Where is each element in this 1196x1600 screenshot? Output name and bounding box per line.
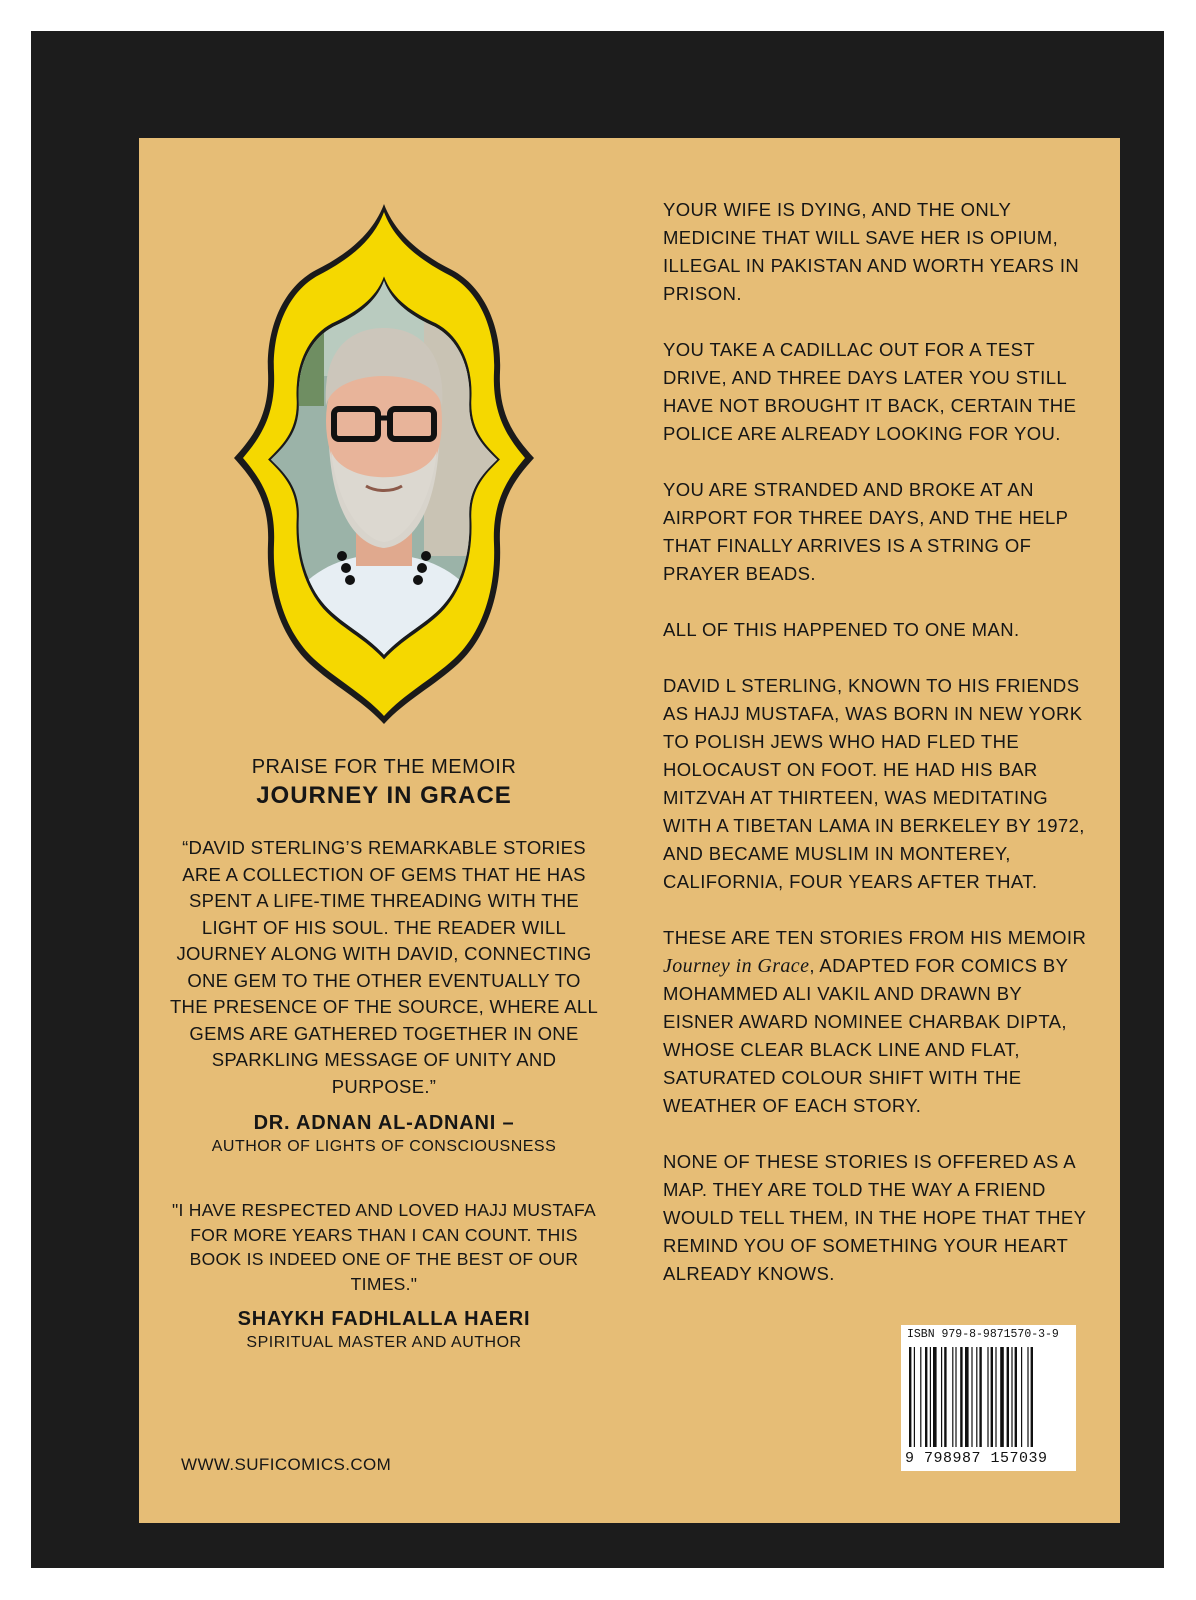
blurb-paragraph-5: DAVID L STERLING, KNOWN TO HIS FRIENDS AS HAJJ MUSTAFA, WAS BORN IN NEW YORK TO POLISH JEWS WHO HAD FLED THE HOLOCAUST ON FOOT. HE HAD HIS BAR MITZVAH AT THIRTEEN, WAS MEDITATING WITH A TIBETAN LAMA IN BERKELEY BY 1972, AND BECAME MUSLIM IN MONTEREY, CALIFORNIA, FOUR YEARS AFTER THAT. bbox=[663, 675, 1085, 892]
blurb-paragraph-6 bbox=[663, 924, 1093, 1120]
back-cover bbox=[139, 138, 1120, 1523]
praise-section bbox=[169, 753, 599, 1354]
praise-quote-2-role: SPIRITUAL MASTER AND AUTHOR bbox=[246, 1334, 522, 1351]
praise-quote-1-role: AUTHOR OF LIGHTS OF CONSCIOUSNESS bbox=[211, 1138, 557, 1155]
black-frame bbox=[31, 31, 1164, 1568]
isbn-barcode bbox=[901, 1325, 1076, 1471]
website-link[interactable]: WWW.SUFICOMICS.COM bbox=[181, 1455, 392, 1474]
memoir-title: Journey in Grace bbox=[663, 955, 810, 977]
blurb-p6-start: THESE ARE TEN STORIES FROM HIS MEMOIR bbox=[663, 927, 1087, 948]
praise-quote-2-author: SHAYKH FADHLALLA HAERI bbox=[237, 1308, 531, 1330]
praise-heading: PRAISE FOR THE MEMOIR bbox=[251, 756, 517, 778]
praise-quote-1-author: DR. ADNAN AL-ADNANI – bbox=[253, 1112, 515, 1134]
praise-book-title: JOURNEY IN GRACE bbox=[256, 782, 512, 809]
blurb-paragraph-7: NONE OF THESE STORIES IS OFFERED AS A MAP. THEY ARE TOLD THE WAY A FRIEND WOULD TELL THEM, IN THE HOPE THAT THEY REMIND YOU OF SOMETHING YOUR HEART ALREADY KNOWS. bbox=[663, 1151, 1086, 1284]
barcode-bars-icon bbox=[909, 1347, 1069, 1447]
blurb-paragraph-1: YOUR WIFE IS DYING, AND THE ONLY MEDICINE THAT WILL SAVE HER IS OPIUM, ILLEGAL IN PAKISTAN AND WORTH YEARS IN PRISON. bbox=[663, 199, 1080, 304]
blurb-paragraph-3: YOU ARE STRANDED AND BROKE AT AN AIRPORT FOR THREE DAYS, AND THE HELP THAT FINALLY ARRIVES IS A STRING OF PRAYER BEADS. bbox=[663, 479, 1069, 584]
author-portrait bbox=[234, 196, 534, 726]
blurb-paragraph-4: ALL OF THIS HAPPENED TO ONE MAN. bbox=[663, 619, 1020, 640]
isbn-label: ISBN 979-8-9871570-3-9 bbox=[907, 1328, 1059, 1341]
back-cover-blurb bbox=[663, 196, 1093, 1316]
praise-quote-2: "I HAVE RESPECTED AND LOVED HAJJ MUSTAFA FOR MORE YEARS THAN I CAN COUNT. THIS BOOK IS INDEED ONE OF THE BEST OF OUR TIMES." bbox=[171, 1200, 597, 1294]
blurb-p6-end: , ADAPTED FOR COMICS BY MOHAMMED ALI VAKIL AND DRAWN BY EISNER AWARD NOMINEE CHARBAK DIPTA, WHOSE CLEAR BLACK LINE AND FLAT, SATURATED COLOUR SHIFT WITH THE WEATHER OF EACH STORY. bbox=[663, 955, 1069, 1116]
isbn-digits: 9 798987 157039 bbox=[905, 1450, 1048, 1467]
praise-quote-1: “DAVID STERLING’S REMARKABLE STORIES ARE A COLLECTION OF GEMS THAT HE HAS SPENT A LIFE-TIME THREADING WITH THE LIGHT OF HIS SOUL. THE READER WILL JOURNEY ALONG WITH DAVID, CONNECTING ONE GEM TO THE OTHER EVENTUALLY TO THE PRESENCE OF THE SOURCE, WHERE ALL GEMS ARE GATHERED TOGETHER IN ONE SPARKLING MESSAGE OF UNITY AND PURPOSE.” bbox=[169, 837, 599, 1097]
blurb-paragraph-2: YOU TAKE A CADILLAC OUT FOR A TEST DRIVE, AND THREE DAYS LATER YOU STILL HAVE NOT BROUGHT IT BACK, CERTAIN THE POLICE ARE ALREADY LOOKING FOR YOU. bbox=[663, 339, 1077, 444]
